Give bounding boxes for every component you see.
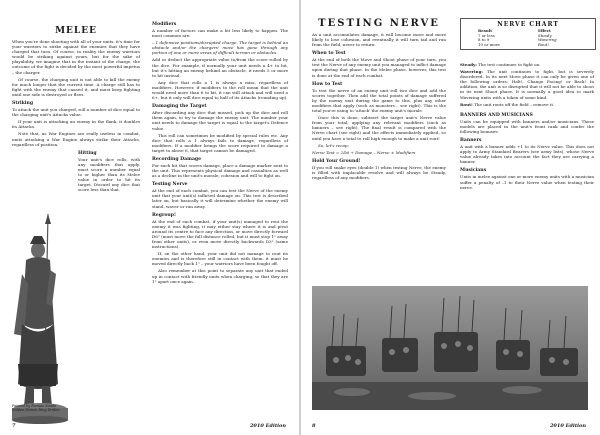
modifier-item: – 1 defensive positions/disrupted charge. The target is behind an obstacle and/or the chargers' move has gone through any portion of one or more areas of difficult terrain or obstacles.	[152, 40, 288, 56]
row-effect: Wavering	[538, 37, 557, 43]
left-page-edition: 2010 Edition	[249, 423, 286, 429]
modifiers-heading: Modifiers	[152, 22, 177, 27]
regroup-para-3: Also remember at this point to separate any unit that ended up in contact with friendly units when charging, so that they are 1" apart once again.	[152, 268, 288, 284]
regroup-para-2: If, on the other hand, your unit did not manage to rout its enemies and is therefore still in contact with them, it must be moved directly back 1" – your warriors have been fought off.	[152, 251, 288, 267]
col-effect-header: Effect	[538, 28, 551, 33]
when-heading: When to Test	[312, 51, 346, 57]
battle-scene-image	[312, 286, 588, 410]
how-para-2: Once this is done, subtract the target unit's Nerve value from your total, applying any relevant modifiers (such as banners – see right). The final result is compared with the Nerve chart (see right) and the effects immediately applied, so until you have a total to roll high enough to make a unit rout!	[312, 115, 446, 141]
recording-heading: Recording Damage	[152, 156, 202, 162]
damaging-para-1: After discarding any dice that missed, pick up the dice and roll them again, to try to damage the enemy unit. The number your unit needs to damage the target is equal to the target's Defence value.	[152, 110, 288, 131]
nerve-chart	[460, 18, 596, 50]
hold-para: If you roll snake eyes (double 1) when testing Nerve, the enemy is filled with implacable resolve and will always be Steady, regardless of any modifiers.	[312, 164, 446, 180]
hold-heading: Hold Your Ground!	[312, 158, 361, 164]
col-result-header: Result	[478, 28, 493, 33]
testing-nerve-heading: TESTING NERVE	[318, 18, 440, 29]
left-page-number: 7	[12, 423, 16, 429]
right-col-2	[460, 62, 594, 192]
musicians-sub-para: Units in melee against one or more enemy units with a musician suffer a penalty of –1 to their Nerve value when testing their nerve.	[460, 174, 594, 190]
hitting-heading: Hitting	[78, 150, 97, 156]
steady-label: Steady:	[460, 62, 477, 67]
wavering-label: Wavering:	[460, 69, 483, 75]
modifier-para-2: Any dice that rolls a 1 is always a miss, regardless of modifiers. However, if modifiers to the roll mean that the unit would need more than 6 to hit, it can still attack and will need a 6+, but it only will dice equal to half of its Attacks (rounding up).	[152, 79, 288, 101]
how-heading: How to Test	[312, 81, 343, 87]
formula-lead: So, let's recap:	[318, 142, 349, 148]
striking-para-1: To attack the unit you charged, roll a number of dice equal to the charging unit's Attacks value.	[12, 107, 140, 118]
row-result: 8 to 9	[478, 37, 490, 43]
left-col-2	[152, 18, 288, 286]
wavering-text: The unit continues to fight, but is severely disordered. In its next Move phase it can only be given one of the following orders: Halt!, Change Facing! or Back! In addition, the unit is so disrupted that it will not be able to shoot in its next Shoot phase. It is normally a good idea to mark Wavering units with a token of some kind.	[460, 69, 595, 100]
banners-heading: BANNERS AND MUSICIANS	[460, 112, 533, 118]
nerve-intro: As a unit accumulates damage, it will become more and more likely to lose cohesion, and eventually it will turn tail and run from the field, never to return.	[312, 32, 446, 48]
hitting-para: Your unit's dice rolls, with any modifiers that apply, must score a number equal to or higher than its Melee value in order to hit its target. Discard any dice that score less than that.	[78, 156, 140, 193]
banners-para: Units can be equipped with banners and/or musicians. These models are placed in the unit's front rank and confer the following bonuses:	[460, 118, 594, 134]
banners-subheading: Banners	[460, 138, 482, 144]
caption-line-1: Painted by Romain Kondo	[12, 404, 57, 408]
regroup-heading: Regroup!	[152, 212, 177, 218]
melee-para-2: Of course, the charging unit is not able to kill the enemy for much longer that the current time. A charge still has to fight with the enemy that caused it, and must keep fighting until one side is destroyed or flees.	[12, 76, 140, 97]
row-effect: Rout!	[538, 41, 549, 47]
modifier-para-1: Add or deduct the appropriate value to/from the score rolled by the dice. For example, if normally your unit needs a 4+ to hit, but it's hitting an enemy behind an obstacle, it needs 5 or more to hit instead.	[152, 57, 288, 78]
musicians-subheading: Musicians	[460, 168, 487, 174]
recording-para: For each hit that scores damage, place a damage marker next to the unit. This represents physical damage and casualties as well as a decline in the unit's morale, cohesion and will to fight on.	[152, 162, 288, 179]
testing-heading: Testing Nerve	[152, 182, 188, 188]
row-effect: Steady	[538, 32, 552, 38]
row-result: 7 or less	[478, 32, 495, 38]
melee-heading: MELEE	[55, 26, 97, 36]
testing-para: At the end of each combat, you can test the Nerve of the enemy unit that your unit(s) inflicted damage on. This test is described later on, but basically it will determine whether the enemy will stand, waver or run away.	[152, 188, 288, 209]
image-caption	[12, 404, 60, 412]
modifiers-para: A number of factors can make a hit less likely to happen. The most common are:	[152, 28, 288, 39]
right-page	[300, 0, 600, 435]
right-page-number: 8	[312, 423, 316, 429]
row-result: 10 or more	[478, 41, 500, 47]
striking-para-3: Note that, as War Engines are really useless in combat, units attacking a War Engine always strike their Attacks, regardless of position.	[12, 131, 140, 147]
banners-sub-para: A unit with a banner adds +1 to its Nerve value. This does not apply to Army Standard Bearers (see army lists), whose Nerve value already takes into account the fact they are carrying a banner.	[460, 144, 594, 165]
right-col-1	[312, 18, 446, 182]
striking-heading: Striking	[12, 101, 34, 107]
damaging-heading: Damaging the Target	[152, 104, 207, 110]
striking-para-2: If your unit is attacking an enemy in the flank, it doubles its Attacks.	[12, 119, 140, 130]
rout-label: Rout!	[460, 101, 473, 107]
when-para: At the end of both the Move and Shoot phase of your turn, you test the Nerve of any enemy unit you managed to inflict damage upon during that phase. In the Melee phase, however, this test is done at the end of each combat.	[312, 57, 446, 78]
formula: Nerve Test = 2D6 + Damage – Nerve ± Modifiers	[312, 149, 416, 155]
table-row	[464, 43, 592, 48]
right-page-edition: 2010 Edition	[549, 423, 586, 429]
how-para-1: To test the nerve of an enemy unit roll two dice and add the scores together. Then add the total points of damage suffered by the enemy unit during the game to this, plus any other modifiers that apply (such as monsters – see right). This is the total you're using to 'attack' the enemy unit's morale.	[312, 87, 446, 114]
left-col-1	[12, 26, 140, 194]
caption-line-2: Golden Demon Ring Drakes	[12, 408, 60, 412]
damaging-para-2: This roll can sometimes be modified by special rules etc. Any dice that rolls a 1 always fails to damage, regardless of modifiers. If a modifier brings the score required to damage a target to above 6, that target cannot be damaged.	[152, 132, 288, 153]
rout-text: The unit routs off the field – remove it.	[474, 101, 555, 107]
melee-para-1: When you're done shooting with all of your units, it's time for your warriors to strike against the enemies that they have charged that turn. Of course, in reality the enemy warriors would be striking against yours, but for the sake of playability, we imagine that in the instant of the charge, the outcome of the fight is decided by the most powerful impetus – the charger.	[12, 39, 140, 75]
nerve-chart-title: NERVE CHART	[497, 21, 559, 28]
steady-text: The test continues to fight on.	[478, 62, 541, 67]
regroup-para-1: At the end of each combat, if your unit(s) managed to rout the enemy it was fighting, it may either stay where it is and pivot around its centre to face any direction, or move directly forward D6" (must move the full distance rolled, but it must stop 1" away from other units), or even move directly backwards D3" (same instructions).	[152, 218, 288, 250]
miniature-warrior-image	[8, 214, 76, 424]
